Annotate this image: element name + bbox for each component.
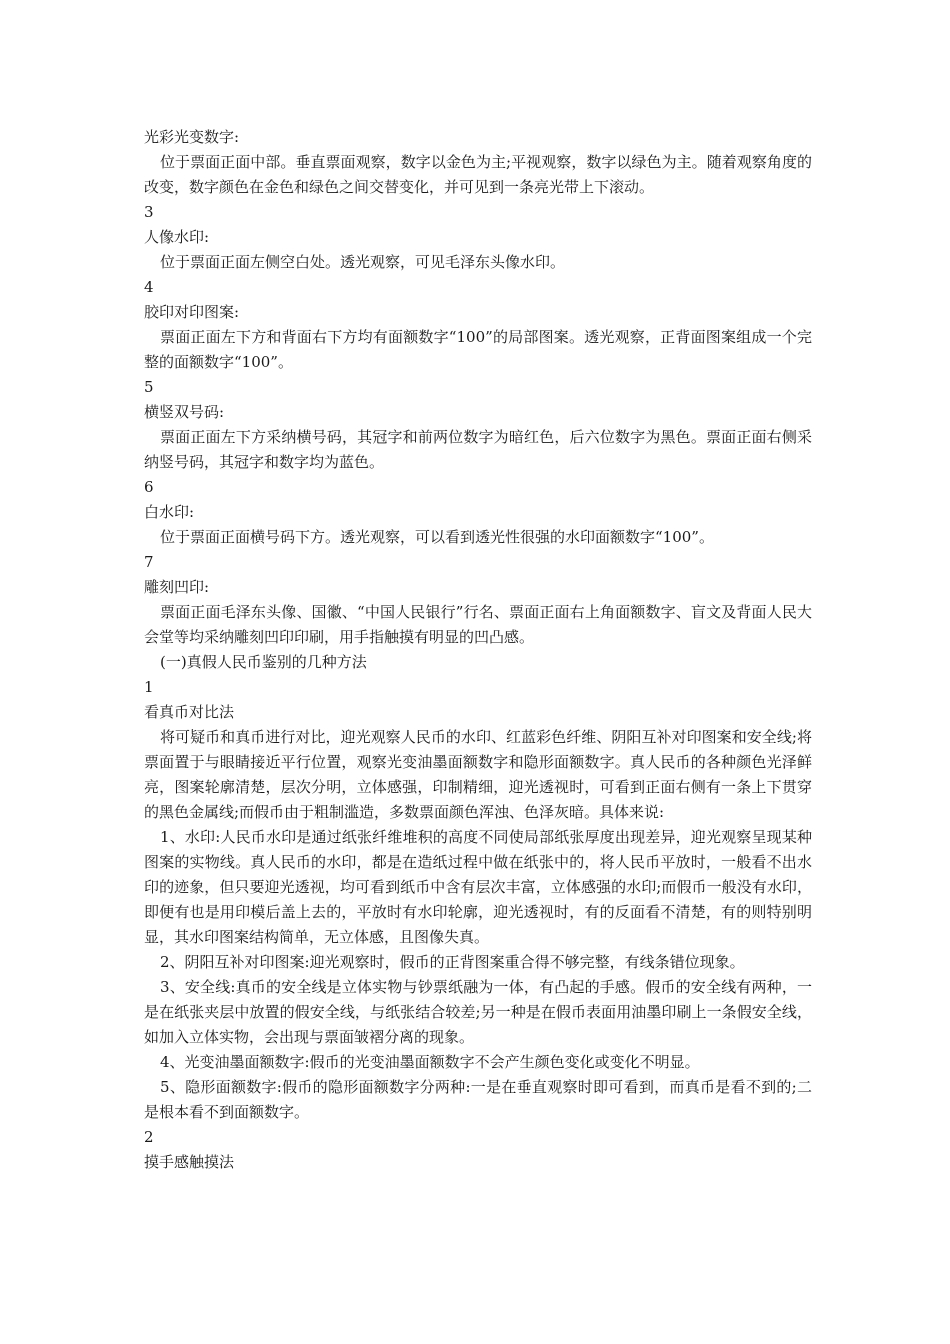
paragraph-heading: 摸手感触摸法	[144, 1153, 235, 1171]
paragraph-text: 位于票面正面横号码下方。透光观察，可以看到透光性很强的水印面额数字“100”。	[160, 528, 714, 546]
paragraph-heading: 看真币对比法	[144, 703, 235, 721]
paragraph-number: 4	[144, 278, 154, 296]
paragraph-heading: 胶印对印图案:	[144, 303, 240, 321]
paragraph-heading: 光彩光变数字:	[144, 128, 240, 146]
paragraph-text: 1、水印:人民币水印是通过纸张纤维堆积的高度不同使局部纸张厚度出现差异，迎光观察呈现某种图案的实物线。真人民币的水印，都是在造纸过程中做在纸张中的，将人民币平放时，一般看不出水印的迹象，但只要迎光透视，均可看到纸币中含有层次丰富，立体感强的水印;而假币一般没有水印，即便有也是用印模后盖上去的，平放时有水印轮廓，迎光透视时，有的反面看不清楚，有的则特别明显，其水印图案结构简单，无立体感，且图像失真。	[144, 828, 812, 946]
paragraph-heading: 横竖双号码:	[144, 403, 225, 421]
paragraph-heading: 白水印:	[144, 503, 195, 521]
paragraph-number: 1	[144, 678, 154, 696]
paragraph-text: 4、光变油墨面额数字:假币的光变油墨面额数字不会产生颜色变化或变化不明显。	[160, 1053, 700, 1071]
document-body	[144, 125, 812, 1175]
paragraph-text: 将可疑币和真币进行对比，迎光观察人民币的水印、红蓝彩色纤维、阴阳互补对印图案和安全线;将票面置于与眼睛接近平行位置，观察光变油墨面额数字和隐形面额数字。真人民币的各种颜色光泽鲜亮，图案轮廓清楚，层次分明，立体感强，印制精细，迎光透视时，可看到正面右侧有一条上下贯穿的黑色金属线;而假币由于粗制滥造，多数票面颜色浑浊、色泽灰暗。具体来说:	[144, 728, 812, 821]
paragraph-text: 位于票面正面左侧空白处。透光观察，可见毛泽东头像水印。	[160, 253, 566, 271]
paragraph-text: 2、阴阳互补对印图案:迎光观察时，假币的正背图案重合得不够完整，有线条错位现象。	[160, 953, 745, 971]
paragraph-text: 5、隐形面额数字:假币的隐形面额数字分两种:一是在垂直观察时即可看到，而真币是看不到的;二是根本看不到面额数字。	[144, 1078, 812, 1121]
paragraph-number: 2	[144, 1128, 154, 1146]
paragraph-number: 6	[144, 478, 154, 496]
paragraph-number: 7	[144, 553, 154, 571]
paragraph-text: 票面正面左下方采纳横号码，其冠字和前两位数字为暗红色，后六位数字为黑色。票面正面右侧采纳竖号码，其冠字和数字均为蓝色。	[144, 428, 812, 471]
paragraph-heading: 雕刻凹印:	[144, 578, 210, 596]
paragraph-number: 3	[144, 203, 154, 221]
section-heading: (一)真假人民币鉴别的几种方法	[160, 653, 367, 671]
paragraph-number: 5	[144, 378, 154, 396]
paragraph-text: 3、安全线:真币的安全线是立体实物与钞票纸融为一体，有凸起的手感。假币的安全线有两种，一是在纸张夹层中放置的假安全线，与纸张结合较差;另一种是在假币表面用油墨印刷上一条假安全线，如加入立体实物，会出现与票面皱褶分离的现象。	[144, 978, 812, 1046]
paragraph-text: 票面正面左下方和背面右下方均有面额数字“100”的局部图案。透光观察，正背面图案组成一个完整的面额数字“100”。	[144, 328, 812, 371]
paragraph-heading: 人像水印:	[144, 228, 210, 246]
paragraph-text: 位于票面正面中部。垂直票面观察，数字以金色为主;平视观察，数字以绿色为主。随着观察角度的改变，数字颜色在金色和绿色之间交替变化，并可见到一条亮光带上下滚动。	[144, 153, 812, 196]
paragraph-text: 票面正面毛泽东头像、国徽、“中国人民银行”行名、票面正面右上角面额数字、盲文及背面人民大会堂等均采纳雕刻凹印印刷，用手指触摸有明显的凹凸感。	[144, 603, 812, 646]
